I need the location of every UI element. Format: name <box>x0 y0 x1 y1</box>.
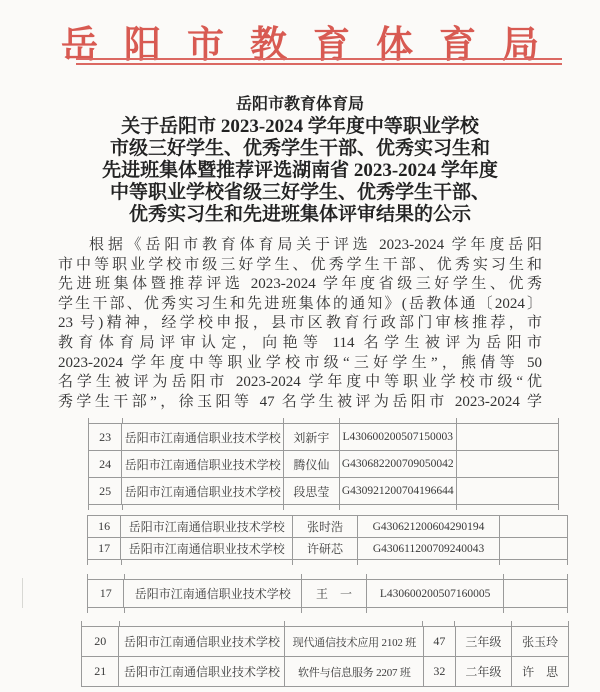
column-tick-mark <box>121 560 122 565</box>
column-tick-mark <box>456 505 457 510</box>
doc-title-line: 市级三好学生、优秀学生干部、优秀实习生和 <box>109 138 490 159</box>
column-tick-mark <box>339 505 340 510</box>
table-row <box>89 451 559 478</box>
table-row <box>88 580 568 608</box>
table-cell: 王 一 <box>302 580 367 608</box>
column-tick-mark <box>119 621 120 626</box>
column-tick-mark <box>124 608 125 613</box>
table-cell: 岳阳市江南通信职业技术学校 <box>119 627 285 657</box>
column-tick-mark <box>301 574 302 579</box>
body-line: 名学生被评为岳阳市 2023-2024 学年度中等职业学校市级“优 <box>58 374 542 391</box>
table-row <box>88 538 568 560</box>
column-tick-mark <box>124 574 125 579</box>
table-cell: 32 <box>424 657 455 687</box>
table-cell: 17 <box>88 538 121 560</box>
column-tick-mark <box>567 574 568 579</box>
table-cell: 现代通信技术应用 2102 班 <box>285 627 424 657</box>
table-cell: 段思莹 <box>284 478 340 505</box>
table-cell: 许研芯 <box>293 538 358 560</box>
table-cell: G430621200604290194 <box>357 516 499 538</box>
column-tick-mark <box>567 560 568 565</box>
table-cell: 岳阳市江南通信职业技术学校 <box>119 657 285 687</box>
column-tick-mark <box>87 608 88 613</box>
table-row <box>89 424 559 451</box>
table-cell: 47 <box>424 627 455 657</box>
table-cell <box>456 424 558 451</box>
table-row <box>82 627 569 657</box>
table-cell <box>456 478 558 505</box>
table-cell <box>500 538 568 560</box>
column-tick-mark <box>292 560 293 565</box>
table-cell: 张玉玲 <box>512 627 569 657</box>
body-line: 秀学生干部”，徐玉阳等 47 名学生被评为岳阳市 2023-2024 学 <box>58 393 542 410</box>
column-tick-mark <box>284 621 285 626</box>
table-cell: G430682200709050042 <box>339 451 456 478</box>
column-tick-mark <box>503 608 504 613</box>
roster-table-fragment-2 <box>87 515 568 560</box>
body-paragraph <box>58 236 542 412</box>
doc-title-line: 优秀实习生和先进班集体评审结果的公示 <box>128 204 471 225</box>
scan-artifact-line <box>22 578 23 608</box>
table-cell: 25 <box>89 478 122 505</box>
table-cell <box>500 516 568 538</box>
roster-table <box>81 626 569 687</box>
column-tick-mark <box>422 621 423 626</box>
column-tick-mark <box>357 560 358 565</box>
column-tick-mark <box>503 574 504 579</box>
table-cell: G430921200704196644 <box>339 478 456 505</box>
letterhead-org-name: 岳阳市教育体育局 <box>61 25 565 66</box>
column-tick-mark <box>558 418 559 423</box>
column-tick-mark <box>88 505 89 510</box>
table-cell: 许 思 <box>512 657 569 687</box>
letterhead-divider-rule <box>76 58 562 65</box>
table-cell: 24 <box>89 451 122 478</box>
table-cell <box>504 580 568 608</box>
column-tick-mark <box>339 418 340 423</box>
body-line: 教育体育局评审认定，向艳等 114 名学生被评为岳阳市 <box>58 334 542 351</box>
column-tick-mark <box>454 621 455 626</box>
table-cell: 21 <box>82 657 119 687</box>
table-cell: 岳阳市江南通信职业技术学校 <box>124 580 302 608</box>
doc-title-line: 中等职业学校省级三好学生、优秀学生干部、 <box>109 182 490 203</box>
table-row <box>82 657 569 687</box>
roster-table-fragment-4 <box>81 626 569 687</box>
column-tick-mark <box>283 418 284 423</box>
table-cell: 岳阳市江南通信职业技术学校 <box>122 424 284 451</box>
table-cell: 23 <box>89 424 122 451</box>
table-cell: 20 <box>82 627 119 657</box>
table-cell: L430600200507150003 <box>339 424 456 451</box>
column-tick-mark <box>511 621 512 626</box>
table-cell <box>456 451 558 478</box>
table-cell: 张时浩 <box>293 516 358 538</box>
doc-title-line: 先进班集体暨推荐评选湖南省 2023-2024 学年度 <box>102 160 498 181</box>
body-line: 2023-2024 学年度中等职业学校市级“三好学生”，熊倩等 50 <box>58 354 542 371</box>
column-tick-mark <box>456 418 457 423</box>
column-tick-mark <box>567 608 568 613</box>
table-cell: 刘新宇 <box>284 424 340 451</box>
table-cell: 16 <box>88 516 121 538</box>
column-tick-mark <box>558 505 559 510</box>
column-tick-mark <box>499 560 500 565</box>
body-line: 根据《岳阳市教育体育局关于评选 2023-2024 学年度岳阳 <box>89 237 542 253</box>
table-cell: G430611200709240043 <box>357 538 499 560</box>
roster-table <box>87 515 568 560</box>
column-tick-mark <box>87 574 88 579</box>
table-cell: 软件与信息服务 2207 班 <box>285 657 424 687</box>
column-tick-mark <box>568 621 569 626</box>
doc-title-line: 关于岳阳市 2023-2024 学年度中等职业学校 <box>121 116 479 137</box>
table-cell: 岳阳市江南通信职业技术学校 <box>122 478 284 505</box>
table-cell: 岳阳市江南通信职业技术学校 <box>122 451 284 478</box>
column-tick-mark <box>88 418 89 423</box>
column-tick-mark <box>301 608 302 613</box>
column-tick-mark <box>366 574 367 579</box>
roster-table-fragment-1 <box>88 423 559 505</box>
table-cell: 17 <box>88 580 124 608</box>
body-line: 23 号)精神，经学校申报，县市区教育行政部门审核推荐，市 <box>58 315 542 332</box>
table-cell: 二年级 <box>455 657 512 687</box>
doc-title <box>0 94 600 226</box>
table-cell: 岳阳市江南通信职业技术学校 <box>121 538 293 560</box>
column-tick-mark <box>122 505 123 510</box>
column-tick-mark <box>81 621 82 626</box>
column-tick-mark <box>122 418 123 423</box>
roster-table-fragment-3 <box>87 579 568 608</box>
column-tick-mark <box>283 505 284 510</box>
table-cell: L430600200507160005 <box>366 580 503 608</box>
doc-title-line: 岳阳市教育体育局 <box>235 96 364 113</box>
table-row <box>89 478 559 505</box>
table-cell: 三年级 <box>455 627 512 657</box>
roster-table <box>88 423 559 505</box>
column-tick-mark <box>87 560 88 565</box>
table-cell: 腾仪仙 <box>284 451 340 478</box>
body-line: 学生干部、优秀实习生和先进班集体的通知》(岳教体通〔2024〕 <box>58 295 542 312</box>
column-tick-mark <box>366 608 367 613</box>
table-cell: 岳阳市江南通信职业技术学校 <box>121 516 293 538</box>
body-line: 市中等职业学校市级三好学生、优秀学生干部、优秀实习生和 <box>58 256 542 273</box>
body-line: 先进班集体暨推荐评选 2023-2024 学年度省级三好学生、优秀 <box>58 276 542 293</box>
table-row <box>88 516 568 538</box>
roster-table <box>87 579 568 608</box>
